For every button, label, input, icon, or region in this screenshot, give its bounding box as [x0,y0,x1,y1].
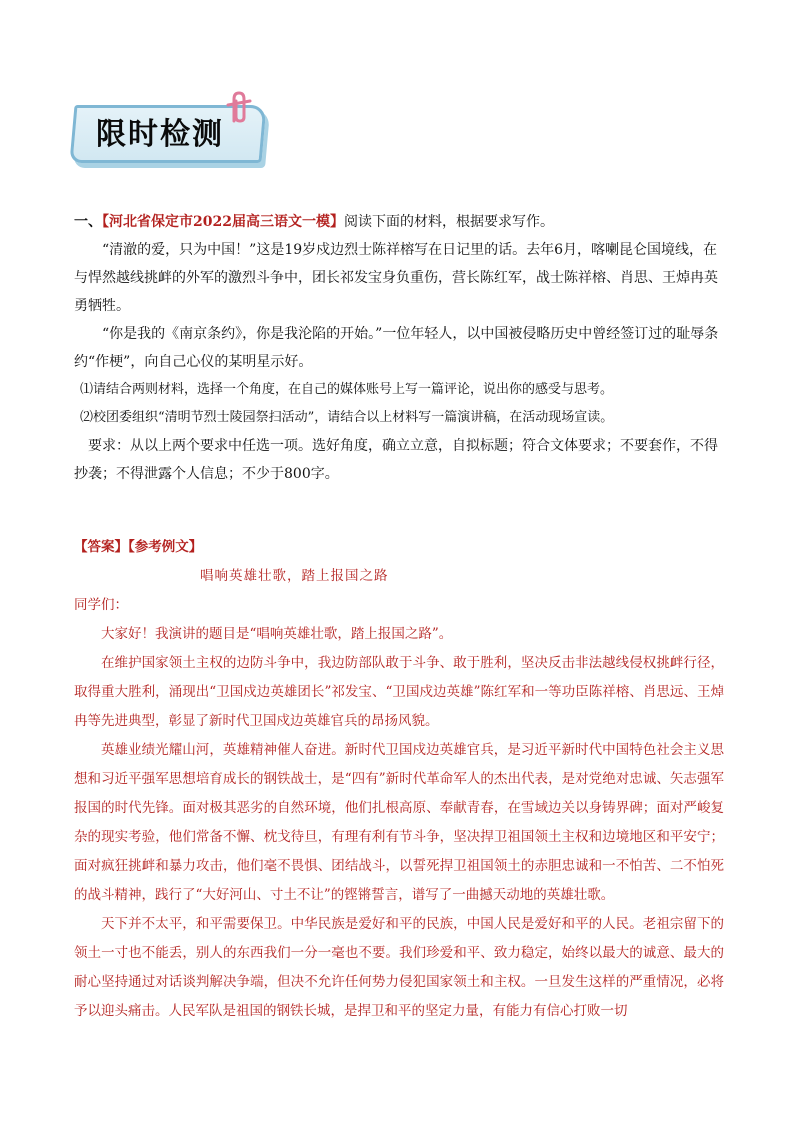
section-title: 限时检测 [96,117,224,152]
answer-block [74,533,724,1026]
paper-clip-icon [224,91,254,125]
essay-paragraph-1: 大家好！我演讲的题目是“唱响英雄壮歌，踏上报国之路”。 [101,626,453,642]
question-number: 一、 [74,214,102,230]
answer-label: 【答案】【参考例文】 [74,539,203,555]
task-1: ⑴请结合两则材料，选择一个角度，在自己的媒体账号上写一篇评论，说出你的感受与思考。 [80,382,614,397]
question-instruction: 阅读下面的材料，根据要求写作。 [343,214,554,230]
essay-paragraph-3: 英雄业绩光耀山河，英雄精神催人奋进。新时代卫国戍边英雄官兵，是习近平新时代中国特色社会主义思想和习近平强军思想培育成长的钢铁战士，是“四有”新时代革命军人的杰出代表，是对党绝对忠诚、矢志强军报国的时代先锋。面对极其恶劣的自然环境，他们扎根高原、奉献青春，在雪域边关以身铸界碑；面对严峻复杂的现实考验，他们常备不懈、枕戈待旦，有理有利有节斗争，坚决捍卫祖国领土主权和边境地区和平安宁；面对疯狂挑衅和暴力攻击，他们毫不畏惧、团结战斗，以誓死捍卫祖国领土的赤胆忠诚和一不怕苦、二不怕死的战斗精神，践行了“大好河山、寸土不让”的铿锵誓言，谱写了一曲撼天动地的英雄壮歌。 [74,742,724,903]
question-header [74,208,724,236]
essay-title: 唱响英雄壮歌，踏上报国之路 [200,568,389,584]
material-paragraph-1: “清澈的爱，只为中国！”这是19岁戍边烈士陈祥榕写在日记里的话。去年6月，喀喇昆仑国境线，在与悍然越线挑衅的外军的激烈斗争中，团长祁发宝身负重伤，营长陈红军，战士陈祥榕、肖思、王焯冉英勇牺牲。 [74,242,718,314]
essay-paragraph-4: 天下并不太平，和平需要保卫。中华民族是爱好和平的民族，中国人民是爱好和平的人民。老祖宗留下的领土一寸也不能丢，别人的东西我们一分一毫也不要。我们珍爱和平、致力稳定，始终以最大的诚意、最大的耐心坚持通过对话谈判解决争端，但决不允许任何势力侵犯国家领土和主权。一旦发生这样的严重情况，必将予以迎头痛击。人民军队是祖国的钢铁长城，是捍卫和平的坚定力量，有能力有信心打败一切 [74,916,724,1019]
requirements: 要求：从以上两个要求中任选一项。选好角度，确立立意，自拟标题；符合文体要求；不要套作，不得抄袭；不得泄露个人信息；不少于800字。 [74,438,718,482]
material-paragraph-2: “你是我的《南京条约》，你是我沦陷的开始。”一位年轻人，以中国被侵略历史中曾经签订过的耻辱条约“作梗”，向自己心仪的某明星示好。 [74,326,719,370]
essay-salutation: 同学们： [74,597,128,613]
essay-paragraph-2: 在维护国家领土主权的边防斗争中，我边防部队敢于斗争、敢于胜利，坚决反击非法越线侵权挑衅行径，取得重大胜利，涌现出“卫国戍边英雄团长”祁发宝、“卫国戍边英雄”陈红军和一等功臣陈祥榕、肖思远、王焯冉等先进典型，彰显了新时代卫国戍边英雄官兵的昂扬风貌。 [74,655,724,729]
section-banner [72,95,268,167]
task-2: ⑵校团委组织“清明节烈士陵园祭扫活动”，请结合以上材料写一篇演讲稿，在活动现场宣读。 [80,410,614,425]
question-block [74,208,724,488]
question-source: 【河北省保定市2022届高三语文一模】 [102,214,344,230]
